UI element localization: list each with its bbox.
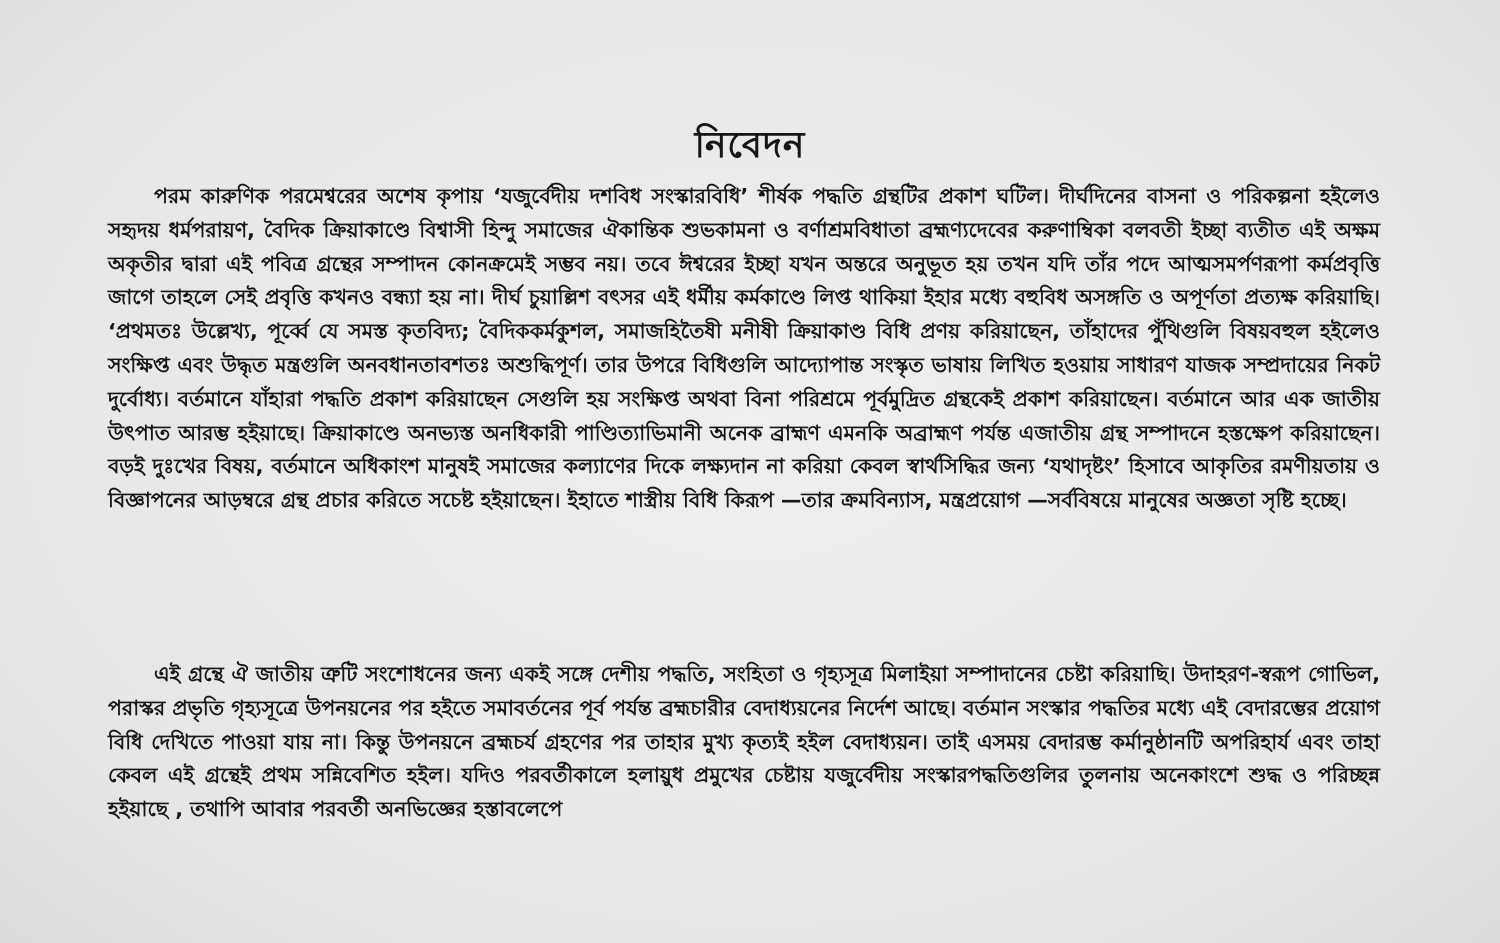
paragraph-1: পরম কারুণিক পরমেশ্বরের অশেষ কৃপায় ‘যজুর্বেদীয় দশবিধ সংস্কারবিধি’ শীর্ষক পদ্ধতি গ্রন্থটির প্রকাশ ঘটিল। দীর্ঘদিনের বাসনা ও পরিকল্পনা হইলেও সহৃদয় ধর্মপরায়ণ, বৈদিক ক্রিয়াকাণ্ডে বিশ্বাসী হিন্দু সমাজের ঐকান্তিক শুভকামনা ও বর্ণাশ্রমবিধাতা ব্রহ্মণ্যদেবের করুণাম্বিকা বলবতী ইচ্ছা ব্যতীত এই অক্ষম অকৃতীর দ্বারা এই পবিত্র গ্রন্থের সম্পাদন কোনক্রমেই সম্ভব নয়। তবে ঈশ্বরের ইচ্ছা যখন অন্তরে অনুভূত হয় তখন যদি তাঁর পদে আত্মসমর্পণরূপা কর্মপ্রবৃত্তি জাগে তাহলে সেই প্রবৃত্তি কখনও বন্ধ্যা হয় না। দীর্ঘ চুয়াল্লিশ বৎসর এই ধর্মীয় কর্মকাণ্ডে লিপ্ত থাকিয়া ইহার মধ্যে বহুবিধ অসঙ্গতি ও অপূর্ণতা প্রত্যক্ষ করিয়াছি। ‘প্রথমতঃ উল্লেখ্য, পূর্ব্বে যে সমস্ত কৃতবিদ্য; বৈদিককর্মকুশল, সমাজহিতৈষী মনীষী ক্রিয়াকাণ্ড বিধি প্রণয় করিয়াছেন, তাঁহাদের পুঁথিগুলি বিষয়বহুল হইলেও সংক্ষিপ্ত এবং উদ্ধৃত মন্ত্রগুলি অনবধানতাবশতঃ অশুদ্ধিপূর্ণ। তার উপরে বিধিগুলি আদ্যোপান্ত সংস্কৃত ভাষায় লিখিত হওয়ায় সাধারণ যাজক সম্প্রদায়ের নিকট দুর্বোধ্য। বর্তমানে যাঁহারা পদ্ধতি প্রকাশ করিয়াছেন সেগুলি হয় সংক্ষিপ্ত অথবা বিনা পরিশ্রমে পূর্বমুদ্রিত গ্রন্থকেই প্রকাশ করিয়াছেন। বর্তমানে আর এক জাতীয় উৎপাত আরম্ভ হইয়াছে। ক্রিয়াকাণ্ডে অনভ্যস্ত অনধিকারী পাণ্ডিত্যাভিমানী অনেক ব্রাহ্মণ এমনকি অব্রাহ্মণ পর্যন্ত এজাতীয় গ্রন্থ সম্পাদনে হস্তক্ষেপ করিয়াছেন। বড়ই দুঃখের বিষয়, বর্তমানে অধিকাংশ মানুষই সমাজের কল্যাণের দিকে লক্ষ্যদান না করিয়া কেবল স্বার্থসিদ্ধির জন্য ‘যথাদৃষ্টং’ হিসাবে আকৃতির রমণীয়তায় ও বিজ্ঞাপনের আড়ম্বরে গ্রন্থ প্রচার করিতে সচেষ্ট হইয়াছেন। ইহাতে শাস্ত্রীয় বিধি কিরূপ —তার ক্রমবিন্যাস, মন্ত্রপ্রয়োগ —সর্ববিষয়ে মানুষের অজ্ঞতা সৃষ্টি হচ্ছে। — [108, 184, 1380, 513]
paragraph-2: এই গ্রন্থে ঐ জাতীয় ত্রুটি সংশোধনের জন্য একই সঙ্গে দেশীয় পদ্ধতি, সংহিতা ও গৃহ্যসূত্র মিলাইয়া সম্পাদানের চেষ্টা করিয়াছি। উদাহরণ-স্বরূপ গোভিল, পরাস্কর প্রভৃতি গৃহ্যসূত্রে উপনয়নের পর হইতে সমাবর্তনের পূর্ব পর্যন্ত ব্রহ্মচারীর বেদাধ্যয়নের নির্দেশ আছে। বর্তমান সংস্কার পদ্ধতির মধ্যে এই বেদারম্ভের প্রয়োগ বিধি দেখিতে পাওয়া যায় না। কিন্তু উপনয়নে ব্রহ্মচর্য গ্রহণের পর তাহার মুখ্য কৃত্যই হইল বেদাধ্যয়ন। তাই এসময় বেদারম্ভ কর্মানুষ্ঠানটি অপরিহার্য এবং তাহা কেবল এই গ্রন্থেই প্রথম সন্নিবেশিত হইল। যদিও পরবর্তীকালে হলায়ুধ প্রমুখের চেষ্টায় যজুর্বেদীয় সংস্কারপদ্ধতিগুলির তুলনায় অনেকাংশে শুদ্ধ ও পরিচ্ছন্ন হইয়াছে , তথাপি আবার পরবর্তী অনভিজ্ঞের হস্তাবলেপে — [108, 662, 1380, 822]
page-title: নিবেদন — [694, 125, 806, 166]
